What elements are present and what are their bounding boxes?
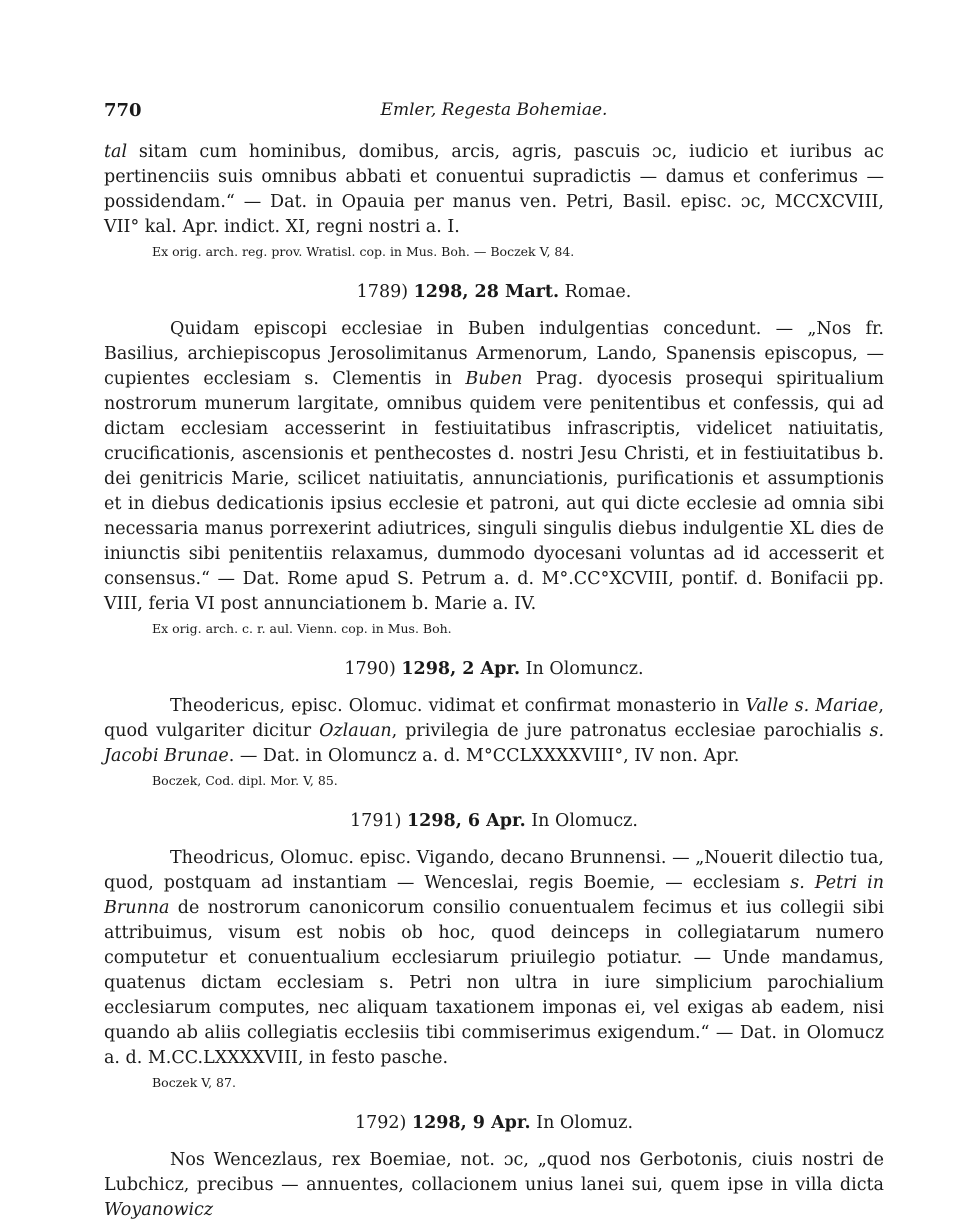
page-body — [104, 140, 884, 1223]
entry-text-fragment: Quidam episcopi ecclesiae in Buben indulgentias concedunt. — „Nos fr. Basilius, archiepiscopus Jerosolimitanus Armenorum, Lando, Spanensis episcopus, — cupientes ecclesiam s. Clementis in — [104, 319, 884, 389]
entry-text-fragment: Prag. dyocesis prosequi spiritualium nostrorum munerum largitate, omnibus quidem vere penitentibus et confessis, qui ad dictam ecclesiam accesserint in festiuitatibus infrascriptis, videlicet natiuitatis, crucificationis, ascensionis et penthecostes d. nostri Jesu Christi, et in festiuitatibus b. dei genitricis Marie, scilicet natiuitatis, annunciationis, purificationis et assumptionis et in diebus dedicationis ipsius ecclesie et patroni, aut qui dicte ecclesie ad omnia sibi necessaria manus porrexerint adiutrices, singuli singulis diebus indulgentie XL dies de iniunctis sibi penitentiis relaxamus, dummodo dyocesani voluntas ad id accesserit et consensus.“ — Dat. Rome apud S. Petrum a. d. M°.CC°XCVIII, pontif. d. Bonifacii pp. VIII, feria VI post annunciationem b. Marie a. IV. — [104, 369, 884, 614]
entry-text-fragment: Theodricus, Olomuc. episc. Vigando, decano Brunnensi. — „Nouerit dilectio tua, quod, postquam ad instantiam — Wenceslai, regis Boemie, — ecclesiam — [104, 848, 884, 893]
entry-text-fragment: Theodericus, episc. Olomuc. vidimat et confirmat monasterio in — [170, 696, 746, 716]
entry-italic-fragment: s. Jacobi Brunae — [104, 721, 885, 766]
entry-heading-1789 — [104, 280, 884, 305]
entry-number: 1791) — [350, 811, 402, 831]
entry-source-1790: Boczek, Cod. dipl. Mor. V, 85. — [152, 773, 338, 788]
page-header — [104, 100, 884, 130]
entry-italic-fragment: Ozlauan — [319, 721, 392, 741]
entry-number: 1792) — [354, 1113, 407, 1133]
entry-italic-fragment: s. Petri in Brunna — [104, 873, 884, 918]
entry-place: In Olomuz. — [536, 1113, 634, 1133]
page-number: 770 — [104, 100, 142, 121]
entry-place: In Olomuncz. — [525, 659, 644, 679]
entry-source-1791: Boczek V, 87. — [152, 1075, 236, 1090]
entry-place: In Olomucz. — [531, 811, 638, 831]
entry-text-1790 — [104, 694, 884, 769]
prior-entry-paragraph — [104, 140, 884, 240]
prior-entry-source: Ex orig. arch. reg. prov. Wratisl. cop. in Mus. Boh. — Boczek V, 84. — [152, 244, 575, 259]
entry-date: 1298, 28 Mart. — [413, 282, 560, 302]
entry-date: 1298, 9 Apr. — [411, 1113, 531, 1133]
entry-heading-1790 — [104, 657, 884, 682]
entry-text-fragment: Nos Wencezlaus, rex Boemiae, not. ɔc, „quod nos Gerbotonis, ciuis nostri de Lubchicz, precibus — annuentes, collacionem unius lanei sui, quem ipse in villa dicta — [104, 1150, 884, 1195]
entry-italic-fragment: Buben — [465, 369, 523, 389]
prior-entry-italic-fragment: tal — [104, 142, 128, 162]
entry-date: 1298, 2 Apr. — [401, 659, 521, 679]
entry-heading-1791 — [104, 809, 884, 834]
prior-entry-text: sitam cum hominibus, domibus, arcis, agris, pascuis ɔc, iudicio et iuribus ac pertinenciis suis omnibus abbati et conuentui supradictis — damus et conferimus — possidendam.“ — Dat. in Opauia per manus ven. Petri, Basil. episc. ɔc, MCCXCVIII, VII° kal. Apr. indict. XI, regni nostri a. I. — [104, 142, 884, 237]
entry-italic-fragment: Valle s. Mariae — [745, 696, 879, 716]
entry-source-1789: Ex orig. arch. c. r. aul. Vienn. cop. in Mus. Boh. — [152, 621, 452, 636]
entry-heading-1792 — [104, 1111, 884, 1136]
entry-text-fragment: de nostrorum canonicorum consilio conuentualem fecimus et ius collegii sibi attribuimus, visum est nobis ob hoc, quod deinceps in collegiatarum numero computetur et conuentualium ecclesiarum priuilegio potiatur. — Unde mandamus, quatenus dictam ecclesiam s. Petri non ultra in iure simplicium parochialium ecclesiarum computes, nec aliquam taxationem imponas ei, vel exigas ab eadem, nisi quando ab aliis collegiatis ecclesiis tibi commiserimus exigendum.“ — Dat. in Olomucz a. d. M.CC.LXXXXVIII, in festo pasche. — [104, 898, 884, 1068]
entry-text-fragment: . — Dat. in Olomuncz a. d. M°CCLXXXXVIII°, IV non. Apr. — [228, 746, 740, 766]
entry-italic-fragment: Woyanowicz — [104, 1200, 214, 1220]
entry-place: Romae. — [564, 282, 632, 302]
entry-text-fragment: , privilegia de jure patronatus ecclesiae parochialis — [391, 721, 870, 741]
entry-text-1789 — [104, 317, 884, 617]
entry-number: 1789) — [356, 282, 409, 302]
entry-number: 1790) — [344, 659, 396, 679]
entry-text-1791 — [104, 846, 884, 1071]
entry-text-fragment: , quod vulgariter dicitur — [104, 696, 884, 741]
running-title: Emler, Regesta Bohemiae. — [380, 100, 608, 120]
entry-text-1792 — [104, 1148, 884, 1223]
entry-date: 1298, 6 Apr. — [407, 811, 526, 831]
